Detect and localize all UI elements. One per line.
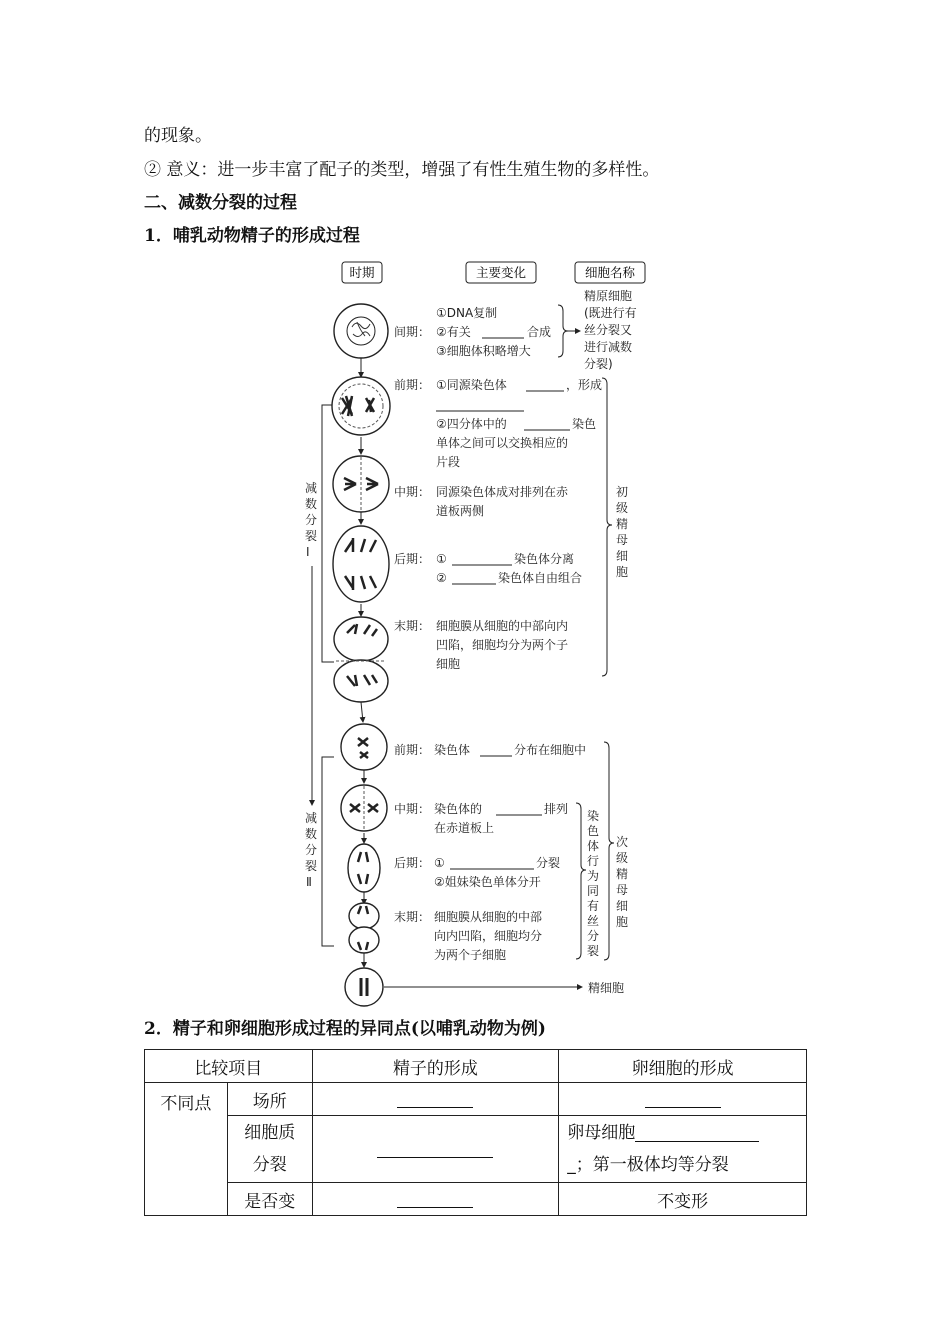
- table-row: [145, 1116, 807, 1183]
- m2-prophase-cell: [341, 724, 387, 770]
- m1-prophase-cell: [332, 377, 390, 435]
- row-item-cytoplasm-l2: 分裂: [252, 1155, 287, 1175]
- diff-label: 不同点: [145, 1083, 228, 1216]
- svg-text:排列: 排列: [544, 802, 569, 816]
- svg-text:细胞: 细胞: [436, 657, 461, 671]
- svg-text:精: 精: [616, 867, 629, 881]
- svg-text:③细胞体积略增大: ③细胞体积略增大: [436, 344, 531, 358]
- svg-text:染色体自由组合: 染色体自由组合: [498, 571, 583, 585]
- subsection-heading-2: 2．精子和卵细胞形成过程的异同点(以哺乳动物为例): [144, 1019, 546, 1039]
- svg-text:，形成: ，形成: [566, 378, 603, 392]
- svg-text:裂: 裂: [305, 859, 318, 873]
- flow-arrows: [361, 358, 582, 987]
- svg-text:染: 染: [587, 809, 600, 823]
- svg-text:数: 数: [305, 827, 318, 841]
- svg-text:母: 母: [616, 883, 629, 897]
- svg-text:裂: 裂: [587, 944, 600, 958]
- svg-text:分裂): 分裂): [584, 357, 613, 371]
- svg-text:细: 细: [616, 549, 629, 563]
- svg-text:细胞膜从细胞的中部向内: 细胞膜从细胞的中部向内: [436, 619, 569, 633]
- m2-anaphase-cell: [348, 844, 380, 892]
- svg-text:凹陷，细胞均分为两个子: 凹陷，细胞均分为两个子: [436, 638, 569, 652]
- svg-text:为两个子细胞: 为两个子细胞: [434, 948, 507, 962]
- svg-text:合成: 合成: [527, 325, 552, 339]
- svg-text:同: 同: [587, 884, 600, 898]
- svg-text:行: 行: [587, 854, 600, 868]
- sperm-location-blank: [312, 1083, 559, 1116]
- svg-text:母: 母: [616, 533, 629, 547]
- table-header-row: [145, 1050, 807, 1083]
- svg-text:胞: 胞: [616, 915, 629, 929]
- svg-text:体: 体: [587, 839, 600, 853]
- svg-text:后期：: 后期：: [394, 856, 431, 870]
- interphase-cell: [334, 304, 388, 358]
- m2-metaphase-cell: [341, 785, 387, 831]
- sperm-deform-blank: [312, 1183, 559, 1216]
- subsection-heading-1: 1．哺乳动物精子的形成过程: [144, 226, 360, 246]
- m1-metaphase-cell: [333, 456, 389, 512]
- svg-text:①: ①: [436, 552, 447, 566]
- svg-text:次: 次: [616, 835, 629, 849]
- egg-cytoplasm-l2: _；第一极体均等分裂: [567, 1155, 729, 1175]
- svg-text:初: 初: [616, 485, 629, 499]
- interphase-text: [394, 305, 580, 358]
- header-cellname: [575, 262, 645, 283]
- text-line-1: 的现象。: [144, 126, 212, 146]
- header-change: [466, 262, 536, 283]
- svg-text:级: 级: [616, 851, 629, 865]
- svg-text:染色体的: 染色体的: [434, 802, 483, 816]
- m2-prophase-text: [394, 742, 586, 757]
- svg-text:②有关: ②有关: [436, 325, 471, 339]
- svg-text:(既进行有: (既进行有: [584, 306, 637, 320]
- header-period: [342, 262, 382, 283]
- svg-text:同源染色体成对排列在赤: 同源染色体成对排列在赤: [436, 485, 569, 499]
- secondary-spermatocyte-label: [616, 834, 628, 929]
- egg-cytoplasm: [559, 1116, 807, 1183]
- svg-text:细胞膜从细胞的中部: 细胞膜从细胞的中部: [434, 910, 543, 924]
- svg-text:细: 细: [616, 899, 629, 913]
- m2-metaphase-text: [394, 801, 568, 835]
- svg-text:分: 分: [587, 929, 600, 943]
- primordial-cell-label: [584, 288, 637, 371]
- svg-text:②姐妹染色单体分开: ②姐妹染色单体分开: [434, 875, 541, 889]
- svg-text:丝: 丝: [587, 914, 600, 928]
- svg-text:向内凹陷，细胞均分: 向内凹陷，细胞均分: [434, 929, 543, 943]
- svg-text:色: 色: [587, 824, 600, 838]
- svg-text:精: 精: [616, 517, 629, 531]
- svg-text:Ⅰ: Ⅰ: [306, 545, 310, 559]
- header-sperm: 精子的形成: [312, 1050, 559, 1083]
- text-line-2: ② 意义：进一步丰富了配子的类型，增强了有性生殖生物的多样性。: [144, 160, 660, 180]
- m1-prophase-text: [394, 377, 602, 469]
- svg-text:末期：: 末期：: [394, 619, 431, 633]
- svg-text:分裂: 分裂: [536, 856, 561, 870]
- svg-text:分: 分: [305, 513, 318, 527]
- svg-text:级: 级: [616, 501, 629, 515]
- table-row: [145, 1183, 807, 1216]
- row-item-deform: 是否变: [227, 1183, 312, 1216]
- svg-text:主要变化: 主要变化: [475, 265, 527, 280]
- meiosis-1-label: [305, 480, 317, 559]
- row-item-location: 场所: [227, 1083, 312, 1116]
- svg-text:进行减数: 进行减数: [584, 340, 633, 354]
- svg-text:分: 分: [305, 843, 318, 857]
- svg-text:为: 为: [587, 869, 600, 883]
- m1-telophase-text: [394, 618, 568, 671]
- svg-text:末期：: 末期：: [394, 910, 431, 924]
- egg-cytoplasm-l1: 卵母细胞: [567, 1117, 806, 1149]
- svg-text:时期: 时期: [349, 265, 375, 280]
- m2-telophase-cell: [349, 903, 379, 953]
- spermatid-label: 精细胞: [588, 981, 625, 995]
- svg-text:染色体分离: 染色体分离: [514, 552, 575, 566]
- sperm-cytoplasm-blank: [312, 1116, 559, 1183]
- svg-text:片段: 片段: [436, 455, 461, 469]
- row-item-cytoplasm: [227, 1116, 312, 1183]
- egg-deform: 不变形: [559, 1183, 807, 1216]
- row-item-cytoplasm-l1: 细胞质: [244, 1123, 296, 1143]
- egg-location-blank: [559, 1083, 807, 1116]
- m1-metaphase-text: [394, 484, 569, 518]
- svg-text:道板两侧: 道板两侧: [436, 504, 485, 518]
- m2-telophase-text: [394, 909, 542, 962]
- svg-text:前期：: 前期：: [394, 378, 431, 392]
- svg-text:裂: 裂: [305, 529, 318, 543]
- meiosis-2-label: [305, 810, 317, 889]
- mitosis-like-label: [587, 808, 599, 958]
- svg-text:减: 减: [305, 811, 318, 825]
- svg-text:中期：: 中期：: [394, 802, 431, 816]
- svg-text:中期：: 中期：: [394, 485, 431, 499]
- svg-text:后期：: 后期：: [394, 552, 431, 566]
- svg-text:①同源染色体: ①同源染色体: [436, 378, 507, 392]
- svg-text:精原细胞: 精原细胞: [584, 289, 633, 303]
- table-row: [145, 1083, 807, 1116]
- svg-text:Ⅱ: Ⅱ: [306, 875, 312, 889]
- m1-telophase-cells: [334, 617, 388, 702]
- primary-spermatocyte-label: [616, 485, 628, 579]
- svg-text:②: ②: [436, 571, 447, 585]
- svg-text:在赤道板上: 在赤道板上: [434, 821, 495, 835]
- comparison-table: [144, 1049, 807, 1216]
- svg-text:分布在细胞中: 分布在细胞中: [514, 743, 587, 757]
- svg-text:①: ①: [434, 856, 445, 870]
- m2-anaphase-text: [394, 855, 560, 889]
- header-compare-item: 比较项目: [145, 1050, 313, 1083]
- svg-text:数: 数: [305, 497, 318, 511]
- spermatid-cell: [345, 968, 383, 1006]
- svg-text:单体之间可以交换相应的: 单体之间可以交换相应的: [436, 436, 569, 450]
- m1-anaphase-text: [394, 551, 582, 585]
- svg-text:染色: 染色: [572, 417, 597, 431]
- svg-text:②四分体中的: ②四分体中的: [436, 417, 507, 431]
- svg-text:有: 有: [587, 899, 600, 913]
- svg-text:①DNA复制: ①DNA复制: [436, 306, 498, 320]
- section-heading: 二、减数分裂的过程: [144, 193, 297, 213]
- svg-text:前期：: 前期：: [394, 743, 431, 757]
- svg-text:减: 减: [305, 481, 318, 495]
- svg-text:间期：: 间期：: [394, 325, 431, 339]
- svg-text:胞: 胞: [616, 565, 629, 579]
- header-egg: 卵细胞的形成: [559, 1050, 807, 1083]
- svg-text:细胞名称: 细胞名称: [584, 265, 636, 280]
- svg-text:丝分裂又: 丝分裂又: [584, 323, 633, 337]
- svg-text:染色体: 染色体: [434, 743, 471, 757]
